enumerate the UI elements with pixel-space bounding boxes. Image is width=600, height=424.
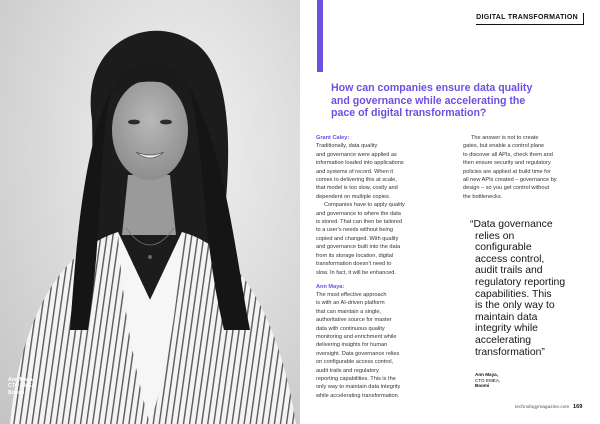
photo-caption	[8, 377, 88, 396]
body-line: design – so you get control without	[463, 185, 550, 192]
section-rule-end	[583, 13, 584, 25]
page-number: 169	[573, 404, 583, 410]
body-line: delivering insights for human	[316, 342, 388, 349]
speaker-name: Ann Maya:	[316, 283, 345, 290]
quote-line: relies on	[475, 230, 515, 242]
body-line: reporting capabilities. This is the	[316, 375, 396, 382]
necklace-pendant	[148, 255, 152, 259]
face	[112, 80, 188, 180]
body-line: information loaded into applications	[316, 160, 404, 167]
accent-bar	[317, 0, 323, 72]
quote-line: maintain data	[475, 311, 538, 323]
quote-line: integrity while	[475, 323, 538, 335]
quote-line: regulatory reporting	[475, 276, 566, 288]
body-line: to discover all APIs, check them and	[463, 151, 553, 158]
question-line: and governance while accelerating the	[331, 94, 526, 107]
section-title: DIGITAL TRANSFORMATION	[476, 14, 578, 21]
attribution-name: Ann Maya,	[475, 372, 498, 377]
body-line: audit trails and regulatory	[316, 367, 379, 374]
quote-attribution	[475, 372, 545, 389]
body-line: Companies have to apply quality	[324, 202, 405, 209]
attribution-role: CTO EMEA,	[475, 377, 501, 383]
body-line: while accelerating transformation.	[316, 392, 400, 399]
question-line: pace of digital transformation?	[331, 107, 487, 120]
body-line: The answer is not to create	[471, 135, 539, 141]
quote-line: configurable	[475, 242, 532, 254]
question-line: How can companies ensure data quality	[331, 82, 533, 94]
body-line: Traditionally, data quality	[316, 143, 378, 150]
body-line: that can maintain a single,	[316, 308, 381, 315]
body-line: is stored. That can then be tailored	[316, 219, 403, 226]
neck	[122, 175, 176, 235]
interview-question	[331, 82, 561, 120]
pull-quote	[470, 219, 595, 358]
caption-line: Boomi	[8, 389, 25, 396]
body-line: then ensure security and regulatory	[463, 160, 551, 167]
body-line: and governance were applied as	[316, 151, 397, 158]
body-line: is with an AI-driven platform	[316, 300, 385, 307]
body-line: gates, but enable a control plane	[463, 143, 545, 150]
text-column-right	[463, 134, 589, 201]
quote-line: is the only way to	[475, 300, 555, 312]
body-line: the bottlenecks.	[463, 193, 503, 200]
body-line: dependent on multiple copies.	[316, 193, 391, 200]
speaker-name: Grant Caley:	[316, 135, 350, 141]
body-line: monitoring and enrichment while	[316, 333, 397, 340]
quote-line: accelerating	[475, 334, 532, 346]
body-line: oversight. Data governance relies	[316, 350, 400, 357]
body-line: from its storage location, digital	[316, 252, 394, 259]
body-line: copied and changed. With quality	[316, 235, 399, 242]
body-line: slow. In fact, it will be enhanced.	[316, 269, 396, 276]
quote-line: capabilities. This	[475, 288, 552, 300]
body-line: that model is too slow, costly and	[316, 185, 398, 192]
body-line: only way to maintain data integrity	[316, 384, 401, 391]
footer-url: technologymagazine.com	[515, 405, 570, 410]
caption-line: Ann Maya,	[8, 377, 34, 383]
attribution-company: Boomi	[475, 383, 490, 389]
body-line: and governance to where the data	[316, 210, 401, 217]
text-column-left	[316, 134, 452, 400]
body-line: to a user's needs without being	[316, 227, 393, 234]
body-line: and systems of record. When it	[316, 168, 394, 175]
quote-line: “Data governance	[470, 219, 553, 230]
left-eye	[128, 120, 140, 125]
right-eye	[160, 120, 172, 125]
quote-line: audit trails and	[475, 265, 543, 277]
body-line: transformation doesn't need to	[316, 261, 392, 268]
body-line: authoritative source for master	[316, 317, 392, 324]
body-line: policies are applied at build time for	[463, 168, 551, 175]
section-rule	[476, 24, 584, 25]
body-line: on configurable access control,	[316, 359, 394, 366]
caption-line: CTO EMEA,	[8, 383, 37, 390]
body-line: and governance built into the data	[316, 244, 401, 251]
quote-line: transformation”	[475, 346, 545, 358]
body-line: data with continuous quality	[316, 325, 385, 332]
body-line: all new APIs created – governance by	[463, 177, 557, 184]
quote-line: access control,	[475, 253, 545, 265]
body-line: comes to delivering this at scale,	[316, 177, 397, 184]
body-line: The most effective approach	[316, 291, 387, 298]
